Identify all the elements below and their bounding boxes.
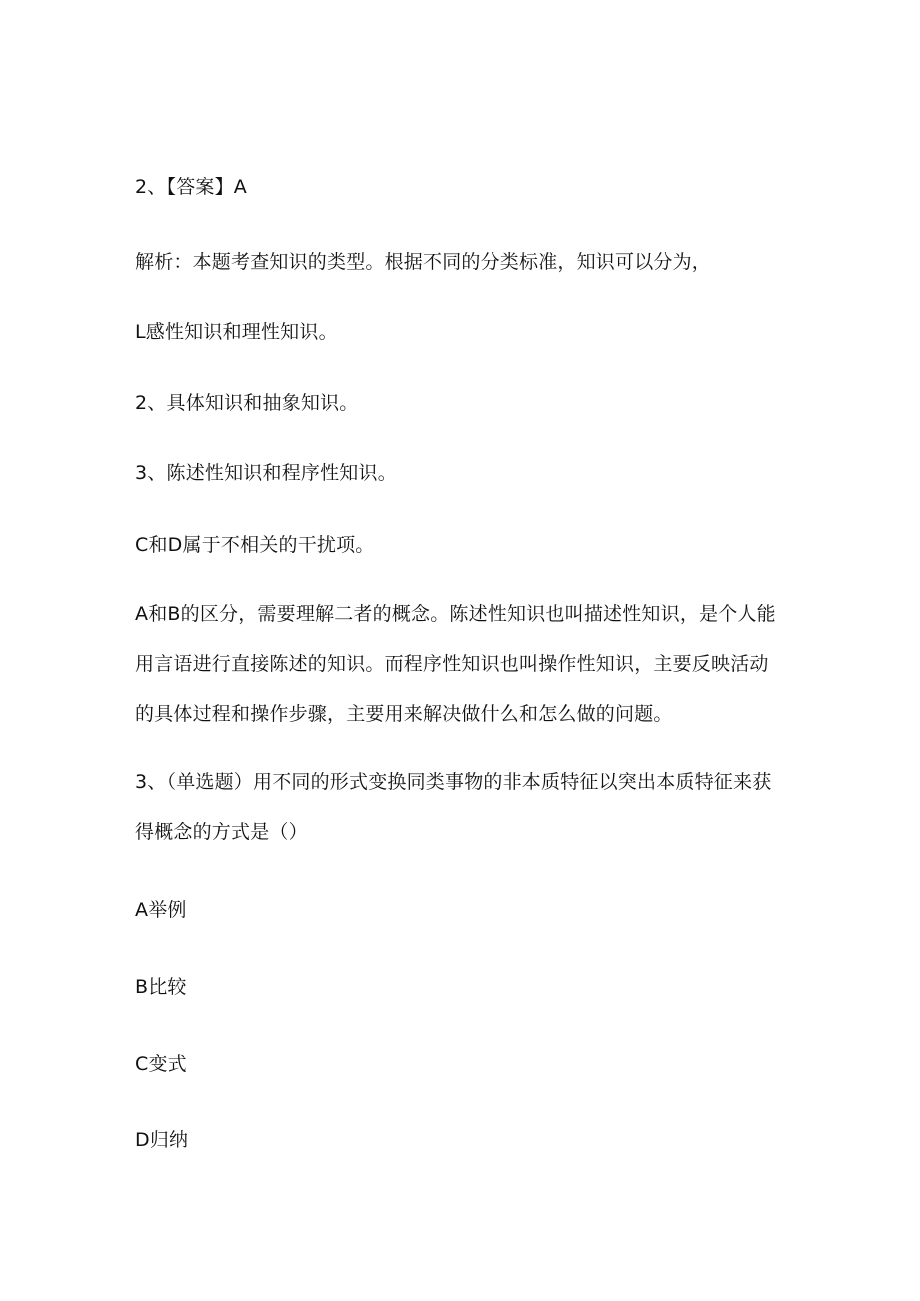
explanation-line-1: A和B的区分，需要理解二者的概念。陈述性知识也叫描述性知识，是个人能 [135, 603, 776, 625]
distractor-note: C和D属于不相关的干扰项。 [135, 534, 375, 556]
analysis-intro: 解析：本题考查知识的类型。根据不同的分类标准，知识可以分为， [135, 251, 712, 273]
option-b: B比较 [135, 976, 187, 998]
explanation-line-3: 的具体过程和操作步骤，主要用来解决做什么和怎么做的问题。 [135, 703, 673, 725]
explanation-line-2: 用言语进行直接陈述的知识。而程序性知识也叫操作性知识，主要反映活动 [135, 653, 769, 675]
knowledge-type-2: 2、具体知识和抽象知识。 [135, 392, 359, 414]
answer-heading: 2、【答案】A [135, 176, 247, 198]
knowledge-type-1: L感性知识和理性知识。 [135, 321, 338, 343]
option-d: D归纳 [135, 1129, 189, 1151]
option-c: C变式 [135, 1053, 187, 1075]
option-a: A举例 [135, 899, 187, 921]
question-line-1: 3、（单选题）用不同的形式变换同类事物的非本质特征以突出本质特征来获 [135, 771, 772, 793]
explanation-paragraph [135, 589, 795, 739]
question-stem [135, 757, 795, 857]
question-line-2: 得概念的方式是（） [135, 821, 308, 843]
knowledge-type-3: 3、陈述性知识和程序性知识。 [135, 462, 397, 484]
